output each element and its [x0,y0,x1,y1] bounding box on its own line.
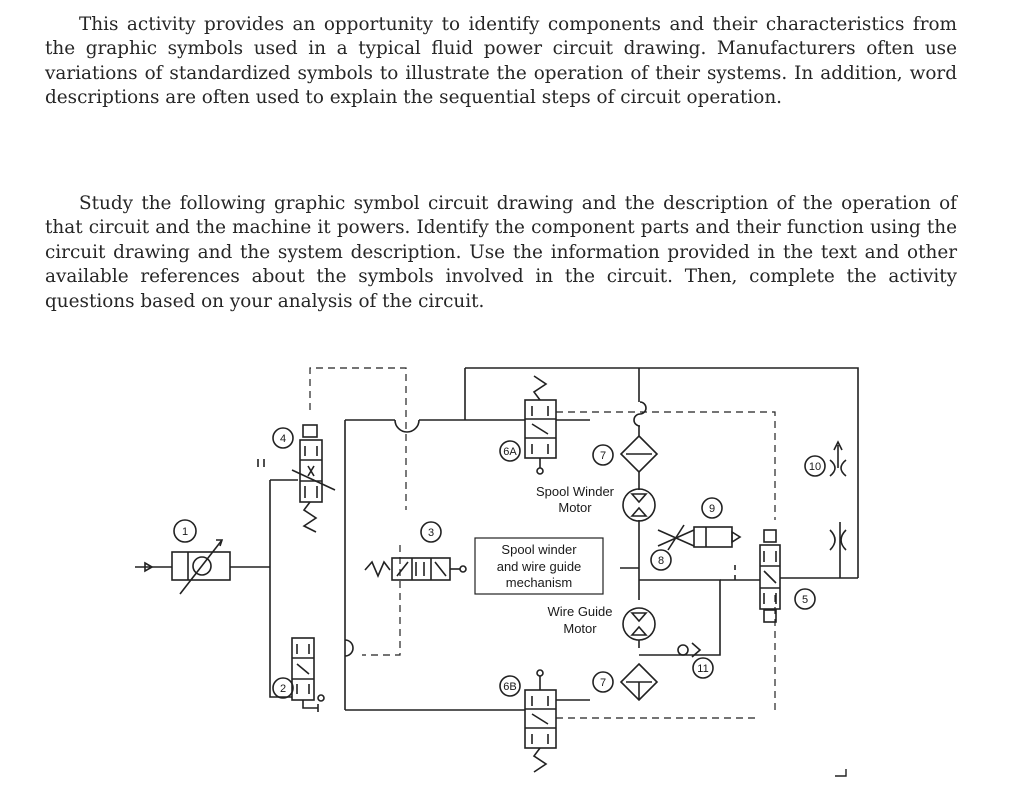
callout-4: 4 [279,433,287,445]
line-crossovers [345,420,419,656]
intro-paragraph: This activity provides an opportunity to identify components and their characteristics from the graphic symbols used in a typical fluid power circuit drawing. Manufacturers often use variations of standardized symbols to illustrate the operation of their systems. In addition, word descriptions are often used to explain the sequential steps of circuit operation. [45,14,957,109]
spool-winder-motor [623,489,655,521]
instructions-paragraph: Study the following graphic symbol circuit drawing and the description of the operation of that circuit and the machine it powers. Identify the component parts and their function using the circuit drawing and the system description. Use the information provided in the text and other available references about the symbols involved in the circuit. Then, complete the activity questions based on your analysis of the circuit. [45,193,957,312]
exhaust-10 [805,442,846,550]
callout-6A: 6A [503,446,517,458]
component-labels [497,484,615,636]
mechanism-label-3: mechanism [505,575,573,590]
mechanism-label-2: and wire guide [496,559,582,574]
mechanism-label-1: Spool winder [501,542,577,557]
wire-guide-motor-label-1: Wire Guide [547,604,613,619]
spool-winder-motor-label-1: Spool Winder [535,484,615,499]
valve-6A [500,376,556,474]
callout-8: 8 [657,555,665,567]
callout-7-bottom: 7 [599,677,607,689]
callout-6B: 6B [503,681,517,693]
spool-winder-motor-label-2: Motor [558,500,592,515]
corner-mark [835,769,846,776]
callout-9: 9 [708,503,716,515]
pressure-lines [135,368,858,710]
fluid-power-circuit-diagram [0,330,1024,790]
valve-2 [273,638,324,712]
callout-2: 2 [279,683,287,695]
callout-5: 5 [801,594,809,606]
wire-guide-motor-label-2: Motor [563,621,597,636]
wire-guide-motor [623,608,655,640]
callout-3: 3 [427,527,435,539]
callout-7-top: 7 [599,450,607,462]
callout-11: 11 [697,663,709,675]
callout-10: 10 [808,461,822,473]
valve-3 [365,522,466,580]
cylinder-9 [694,498,740,547]
valve-5 [735,530,815,622]
callout-1: 1 [181,526,189,538]
